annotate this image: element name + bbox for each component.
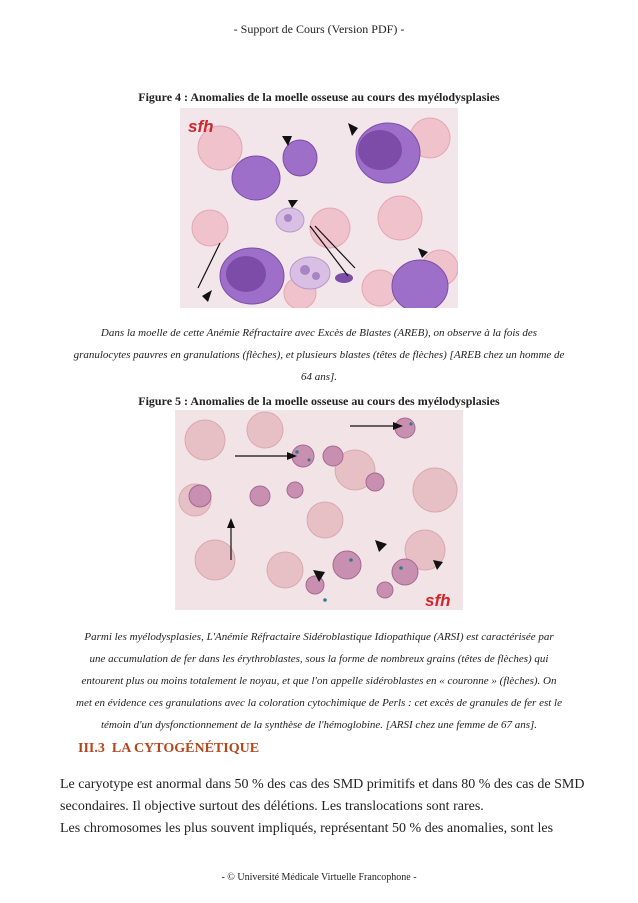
figure4-micrograph bbox=[180, 108, 458, 308]
section-heading bbox=[78, 741, 259, 757]
figure5-watermark: sfh bbox=[425, 591, 451, 610]
figure4-caption-line: 64 ans]. bbox=[300, 371, 338, 383]
section-number: III.3 bbox=[78, 741, 105, 756]
figure5-title: Figure 5 : Anomalies de la moelle osseuse au cours des myélodysplasies bbox=[138, 394, 500, 408]
body-line: Le caryotype est anormal dans 50 % des cas des SMD primitifs et dans 80 % des cas de SMD bbox=[60, 777, 585, 792]
figure5-caption-line: met en évidence ces granulations avec la coloration cytochimique de Perls : cet excès de granules de fer est le bbox=[76, 697, 562, 709]
figure5-caption-line: témoin d'un dysfonctionnement de la synthèse de l'hémoglobine. [ARSI chez une femme de 67 ans]. bbox=[100, 719, 538, 731]
figure5-caption-line: une accumulation de fer dans les érythroblastes, sous la forme de nombreux grains (têtes de flèches) qui bbox=[89, 653, 549, 665]
body-line: secondaires. Il objective surtout des délétions. Les translocations sont rares. bbox=[60, 799, 484, 814]
figure4-title: Figure 4 : Anomalies de la moelle osseuse au cours des myélodysplasies bbox=[138, 90, 500, 104]
figure4-watermark: sfh bbox=[188, 117, 214, 136]
figure4-caption-line: Dans la moelle de cette Anémie Réfractaire avec Excès de Blastes (AREB), on observe à la fois des bbox=[100, 327, 538, 339]
figure4-caption bbox=[40, 322, 598, 388]
figure5-caption-line: Parmi les myélodysplasies, L'Anémie Réfractaire Sidéroblastique Idiopathique (ARSI) est caractérisée par bbox=[84, 631, 554, 643]
page-header: - Support de Cours (Version PDF) - bbox=[233, 22, 405, 36]
figure5-micrograph bbox=[175, 410, 463, 610]
body-line: Les chromosomes les plus souvent impliqués, représentant 50 % des anomalies, sont les bbox=[60, 821, 554, 836]
figure4-caption-line: granulocytes pauvres en granulations (flèches), et plusieurs blastes (têtes de flèches) [AREB chez un homme de bbox=[73, 349, 565, 361]
figure5-caption-line: entourent plus ou moins totalement le noyau, et que l'on appelle sidéroblastes en « couronne » (flèches). On bbox=[81, 675, 557, 687]
body-paragraph bbox=[60, 774, 600, 840]
page-footer: - © Université Médicale Virtuelle Francophone - bbox=[221, 872, 417, 883]
section-title: LA CYTOGÉNÉTIQUE bbox=[111, 741, 260, 756]
figure5-caption bbox=[40, 626, 598, 736]
